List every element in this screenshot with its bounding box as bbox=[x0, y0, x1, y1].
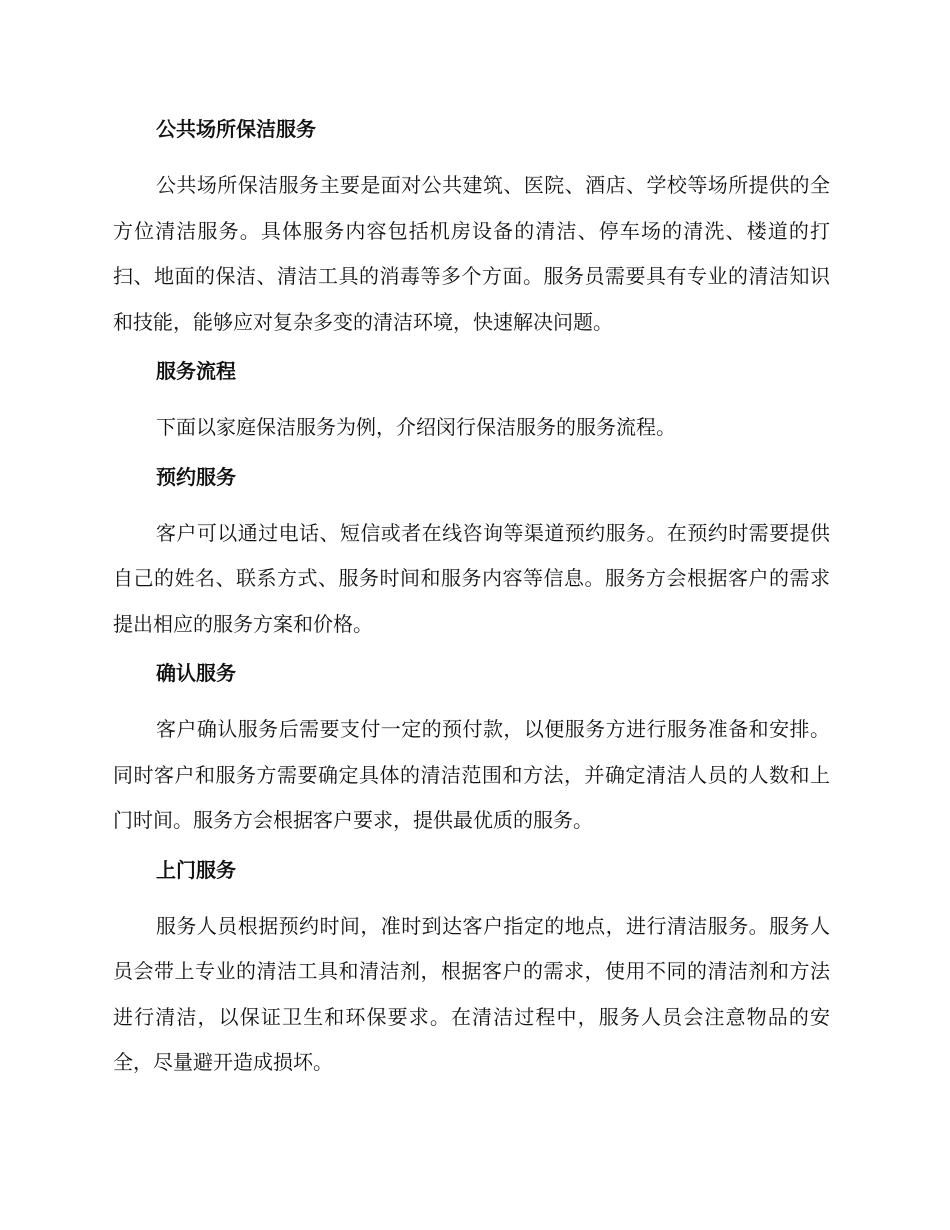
section-paragraph-confirmation: 客户确认服务后需要支付一定的预付款，以便服务方进行服务准备和安排。同时客户和服务方需要确定具体的清洁范围和方法，并确定清洁人员的人数和上门时间。服务方会根据客户要求，提供最优质的服务。 bbox=[113, 717, 830, 832]
section-paragraph-public-cleaning: 公共场所保洁服务主要是面对公共建筑、医院、酒店、学校等场所提供的全方位清洁服务。具体服务内容包括机房设备的清洁、停车场的清洗、楼道的打扫、地面的保洁、清洁工具的消毒等多个方面。服务员需要具有专业的清洁知识和技能，能够应对复杂多变的清洁环境，快速解决问题。 bbox=[113, 173, 830, 334]
section-paragraph-onsite-service: 服务人员根据预约时间，准时到达客户指定的地点，进行清洁服务。服务人员会带上专业的清洁工具和清洁剂，根据客户的需求，使用不同的清洁剂和方法进行清洁，以保证卫生和环保要求。在清洁过程中，服务人员会注意物品的安全，尽量避开造成损坏。 bbox=[113, 913, 830, 1074]
spacer bbox=[113, 888, 830, 904]
spacer bbox=[113, 451, 830, 459]
spacer bbox=[113, 147, 830, 163]
spacer bbox=[113, 844, 830, 852]
section-paragraph-service-process: 下面以家庭保洁服务为例，介绍闵行保洁服务的服务流程。 bbox=[156, 415, 676, 439]
section-heading-confirmation: 确认服务 bbox=[156, 661, 236, 685]
spacer bbox=[113, 691, 830, 707]
spacer bbox=[113, 389, 830, 405]
spacer bbox=[113, 345, 830, 353]
section-heading-onsite-service: 上门服务 bbox=[156, 857, 236, 882]
section-paragraph-booking: 客户可以通过电话、短信或者在线咨询等渠道预约服务。在预约时需要提供自己的姓名、联系方式、服务时间和服务内容等信息。服务方会根据客户的需求提出相应的服务方案和价格。 bbox=[113, 520, 830, 636]
section-heading-public-cleaning: 公共场所保洁服务 bbox=[156, 117, 316, 141]
section-heading-booking: 预约服务 bbox=[156, 464, 236, 489]
document-body bbox=[113, 111, 830, 1086]
section-heading-service-process: 服务流程 bbox=[156, 359, 236, 383]
spacer bbox=[113, 647, 830, 655]
spacer bbox=[113, 495, 830, 511]
